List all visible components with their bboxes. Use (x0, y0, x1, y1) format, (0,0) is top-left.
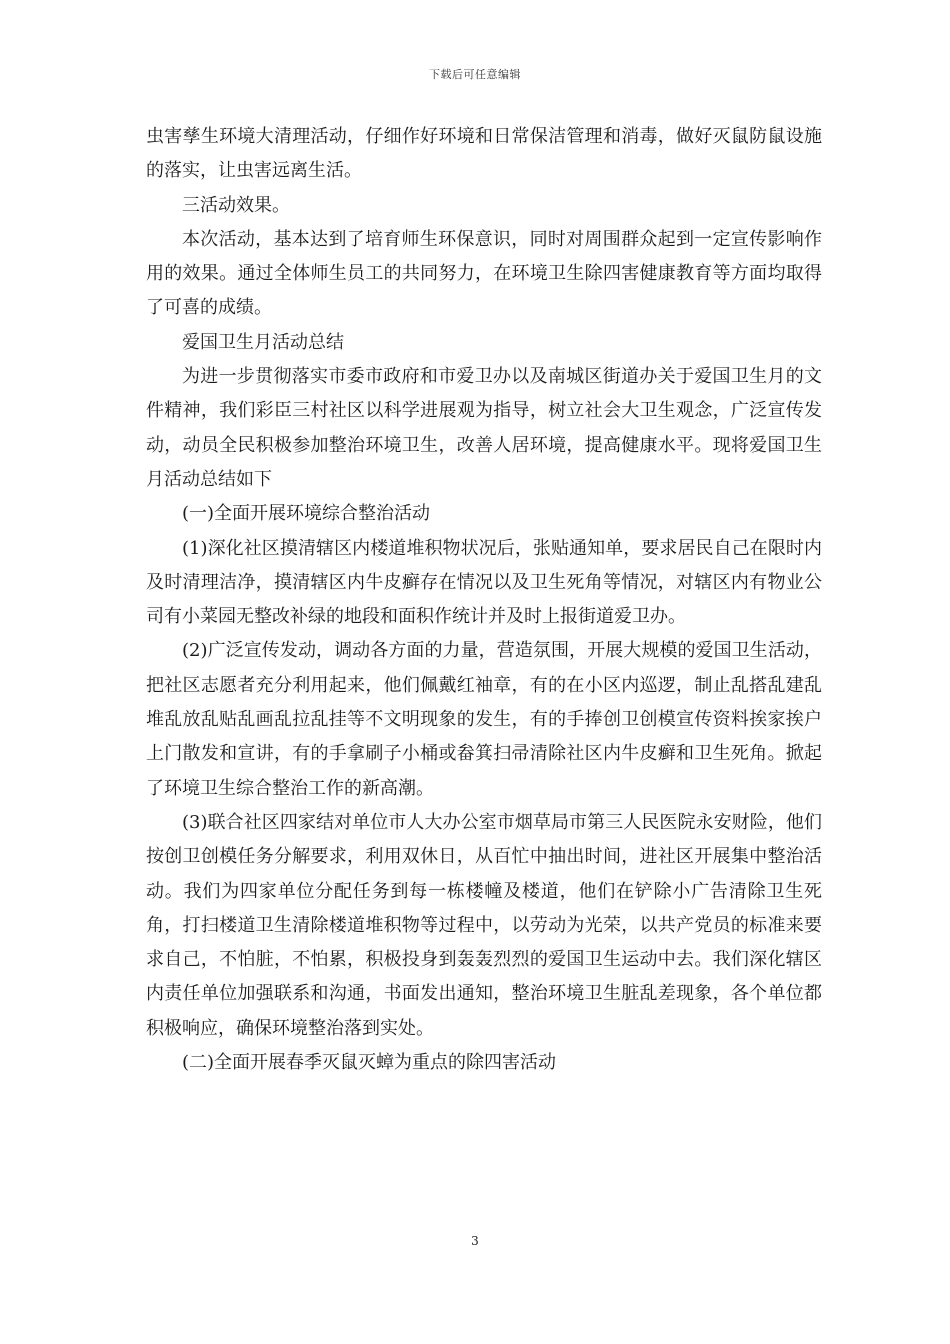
page-number: 3 (471, 1234, 479, 1248)
paragraph: 虫害孳生环境大清理活动，仔细作好环境和日常保洁管理和消毒，做好灭鼠防鼠设施的落实，让虫害远离生活。 (146, 126, 822, 182)
paragraph: (3)联合社区四家结对单位市人大办公室市烟草局市第三人民医院永安财险，他们按创卫创模任务分解要求，利用双休日，从百忙中抽出时间，进社区开展集中整治活动。我们为四家单位分配任务到每一栋楼幢及楼道，他们在铲除小广告清除卫生死角，打扫楼道卫生清除楼道堆积物等过程中，以劳动为光荣，以共产党员的标准来要求自己，不怕脏，不怕累，积极投身到轰轰烈烈的爱国卫生运动中去。我们深化辖区内责任单位加强联系和沟通，书面发出通知，整治环境卫生脏乱差现象，各个单位都积极响应，确保环境整治落到实处。 (146, 811, 822, 1039)
section-heading: (二)全面开展春季灭鼠灭蟑为重点的除四害活动 (182, 1052, 557, 1074)
section-heading: 三活动效果。 (182, 194, 290, 216)
document-title: 爱国卫生月活动总结 (182, 331, 344, 353)
paragraph: 本次活动，基本达到了培育师生环保意识，同时对周围群众起到一定宣传影响作用的效果。通过全体师生员工的共同努力，在环境卫生除四害健康教育等方面均取得了可喜的成绩。 (146, 228, 822, 319)
page-header: 下载后可任意编辑 (429, 68, 521, 81)
paragraph: (2)广泛宣传发动，调动各方面的力量，营造氛围，开展大规模的爱国卫生活动，把社区志愿者充分利用起来，他们佩戴红袖章，有的在小区内巡逻，制止乱搭乱建乱堆乱放乱贴乱画乱拉乱挂等不文明现象的发生，有的手捧创卫创模宣传资料挨家挨户上门散发和宣讲，有的手拿刷子小桶或畚箕扫帚清除社区内牛皮癣和卫生死角。掀起了环境卫生综合整治工作的新高潮。 (146, 640, 822, 799)
section-heading: (一)全面开展环境综合整治活动 (182, 503, 431, 525)
document-body (146, 120, 822, 1080)
paragraph: (1)深化社区摸清辖区内楼道堆积物状况后，张贴通知单，要求居民自己在限时内及时清理洁净，摸清辖区内牛皮癣存在情况以及卫生死角等情况，对辖区内有物业公司有小菜园无整改补绿的地段和面积作统计并及时上报街道爱卫办。 (146, 537, 822, 628)
paragraph: 为进一步贯彻落实市委市政府和市爱卫办以及南城区街道办关于爱国卫生月的文件精神，我们彩臣三村社区以科学进展观为指导，树立社会大卫生观念，广泛宣传发动，动员全民积极参加整治环境卫生，改善人居环境，提高健康水平。现将爱国卫生月活动总结如下 (146, 366, 822, 490)
